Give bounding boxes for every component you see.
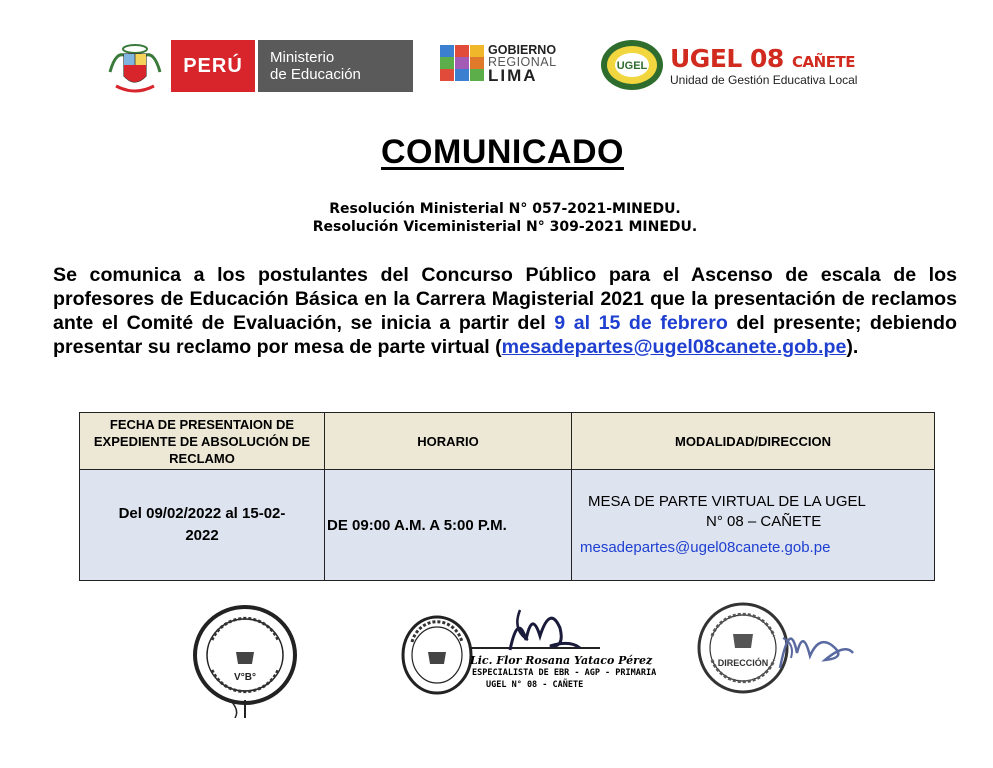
- ugel-title-main: UGEL 08: [670, 44, 784, 73]
- page-title: COMUNICADO: [381, 133, 624, 171]
- table-row: [80, 470, 935, 581]
- cell-fecha: Del 09/02/2022 al 15-02-2022: [80, 470, 325, 581]
- resolution-viceministerial: Resolución Viceministerial N° 309-2021 MINEDU.: [312, 219, 698, 235]
- peru-logo: [171, 40, 255, 92]
- ugel-title-suffix: CAÑETE: [792, 53, 855, 71]
- gobierno-regional-lima-text: [488, 44, 568, 84]
- resolution-ministerial: Resolución Ministerial N° 057-2021-MINEDU.: [329, 201, 681, 217]
- signature-name: Lic. Flor Rosana Yataco Pérez: [470, 654, 653, 667]
- stamp-administracion-personal: [190, 600, 305, 718]
- body-text-2: del presente; debiendo presentar su reclamo por mesa de parte virtual (: [53, 312, 957, 358]
- modalidad-line-2: N° 08 – CAÑETE: [706, 513, 822, 530]
- header-fecha: FECHA DE PRESENTAION DE EXPEDIENTE DE ABSOLUCIÓN DE RECLAMO: [80, 413, 325, 470]
- minedu-line-2: de Educación: [270, 66, 361, 83]
- modalidad-line-1: MESA DE PARTE VIRTUAL DE LA UGEL: [588, 493, 866, 510]
- signature-office: UGEL N° 08 - CAÑETE: [486, 680, 584, 690]
- gore-line-3: LIMA: [488, 66, 538, 85]
- body-text-3: ).: [846, 336, 859, 358]
- peru-coat-of-arms-icon: [106, 42, 164, 94]
- stamp-3-inner: DIRECCIÓN: [717, 658, 769, 668]
- ugel-seal-icon: [599, 38, 665, 92]
- header-modalidad: MODALIDAD/DIRECCION: [572, 413, 935, 470]
- announcement-body: [53, 263, 957, 359]
- schedule-table: [79, 412, 935, 581]
- table-header-row: [80, 413, 935, 470]
- minedu-logo: [258, 40, 413, 92]
- cell-modalidad: [572, 470, 935, 581]
- body-email-link[interactable]: mesadepartes@ugel08canete.gob.pe: [501, 336, 847, 358]
- stamp-1-inner: V°B°: [234, 672, 256, 683]
- gore-line-1: GOBIERNO: [488, 43, 557, 57]
- cell-horario: DE 09:00 A.M. A 5:00 P.M.: [325, 470, 572, 581]
- modalidad-email-link[interactable]: mesadepartes@ugel08canete.gob.pe: [580, 539, 831, 556]
- peru-label: PERÚ: [183, 54, 243, 77]
- logo-bar: [0, 0, 993, 110]
- body-text-1: Se comunica a los postulantes del Concurso Público para el Ascenso de escala de los profesores de Educación Básica en la Carrera Magisterial 2021 que la presentación de reclamos ante el Comité de Evaluación, se inicia a partir del: [53, 264, 957, 334]
- header-horario: HORARIO: [325, 413, 572, 470]
- gore-line-2: REGIONAL: [488, 55, 557, 69]
- gobierno-regional-lima-icon: [440, 45, 484, 81]
- minedu-line-1: Ministerio: [270, 49, 335, 66]
- resolutions: [0, 200, 993, 236]
- ugel-subtitle: Unidad de Gestión Educativa Local: [670, 73, 858, 87]
- signature-caption: [470, 655, 656, 691]
- stamp-direccion-signature: [695, 598, 860, 698]
- signature-role: ESPECIALISTA DE EBR - AGP - PRIMARIA: [472, 668, 657, 678]
- body-date-highlight: 9 al 15 de febrero: [554, 312, 728, 334]
- ugel-seal-text: UGEL: [616, 60, 648, 72]
- ugel-title: [670, 44, 855, 73]
